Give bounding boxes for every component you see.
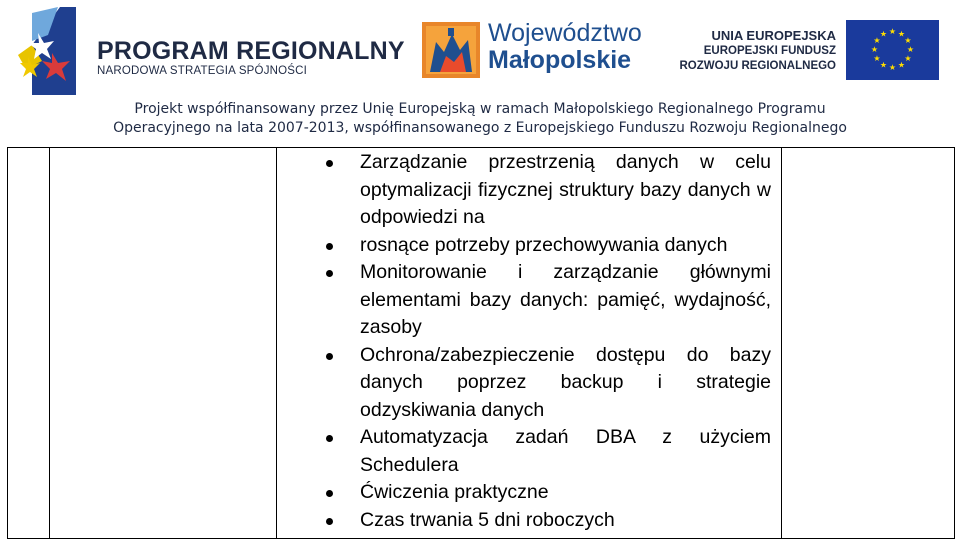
svg-text:★: ★ (873, 54, 881, 63)
eu-text (675, 28, 836, 74)
svg-text:★: ★ (879, 29, 888, 39)
svg-text:★: ★ (904, 36, 912, 45)
list-item: rosnące potrzeby przechowywania danych (314, 232, 771, 260)
svg-text:★: ★ (906, 45, 915, 54)
program-regionalny-logo (18, 5, 78, 97)
eu-line1: UNIA EUROPEJSKA (711, 28, 836, 43)
malopolskie-crest-icon (422, 22, 480, 78)
svg-text:★: ★ (879, 60, 888, 70)
malopolskie-text (488, 20, 642, 74)
program-title: PROGRAM REGIONALNY (97, 37, 405, 65)
svg-text:★: ★ (870, 45, 879, 54)
eu-line2: EUROPEJSKI FUNDUSZ (703, 45, 836, 57)
list-item: Ochrona/zabezpieczenie dostępu do bazy danych poprzez backup i strategie odzyskiwania danych (314, 342, 771, 425)
list-item: Ćwiczenia praktyczne (314, 479, 771, 507)
svg-text:★: ★ (897, 60, 906, 70)
eu-flag-icon (846, 20, 939, 80)
eu-line3: ROZWOJU REGIONALNEGO (679, 60, 836, 72)
bullet-list (314, 149, 771, 534)
svg-text:★: ★ (888, 27, 897, 36)
region-line1: Województwo (488, 19, 642, 47)
header (0, 0, 960, 145)
region-line2: Małopolskie (488, 46, 632, 74)
svg-text:★: ★ (904, 54, 912, 63)
table-divider (276, 148, 277, 538)
list-item: Monitorowanie i zarządzanie głównymi elementami bazy danych: pamięć, wydajność, zasoby (314, 259, 771, 342)
list-item: Czas trwania 5 dni roboczych (314, 507, 771, 535)
program-subtitle: NARODOWA STRATEGIA SPÓJNOŚCI (97, 65, 308, 77)
table-divider (49, 148, 50, 538)
svg-text:★: ★ (897, 29, 906, 39)
svg-text:★: ★ (888, 63, 897, 72)
program-regionalny-text (97, 38, 405, 77)
project-note-line2: Operacyjnego na lata 2007-2013, współfinansowanego z Europejskiego Funduszu Rozwoju Regionalnego (113, 120, 847, 136)
list-item: Automatyzacja zadań DBA z użyciem Schedulera (314, 424, 771, 479)
table-divider (781, 148, 782, 538)
list-item: Zarządzanie przestrzenią danych w celu optymalizacji fizycznej struktury bazy danych w odpowiedzi na (314, 149, 771, 232)
project-note-line1: Projekt współfinansowany przez Unię Europejską w ramach Małopolskiego Regionalnego Programu (134, 101, 826, 117)
svg-text:★: ★ (873, 36, 881, 45)
